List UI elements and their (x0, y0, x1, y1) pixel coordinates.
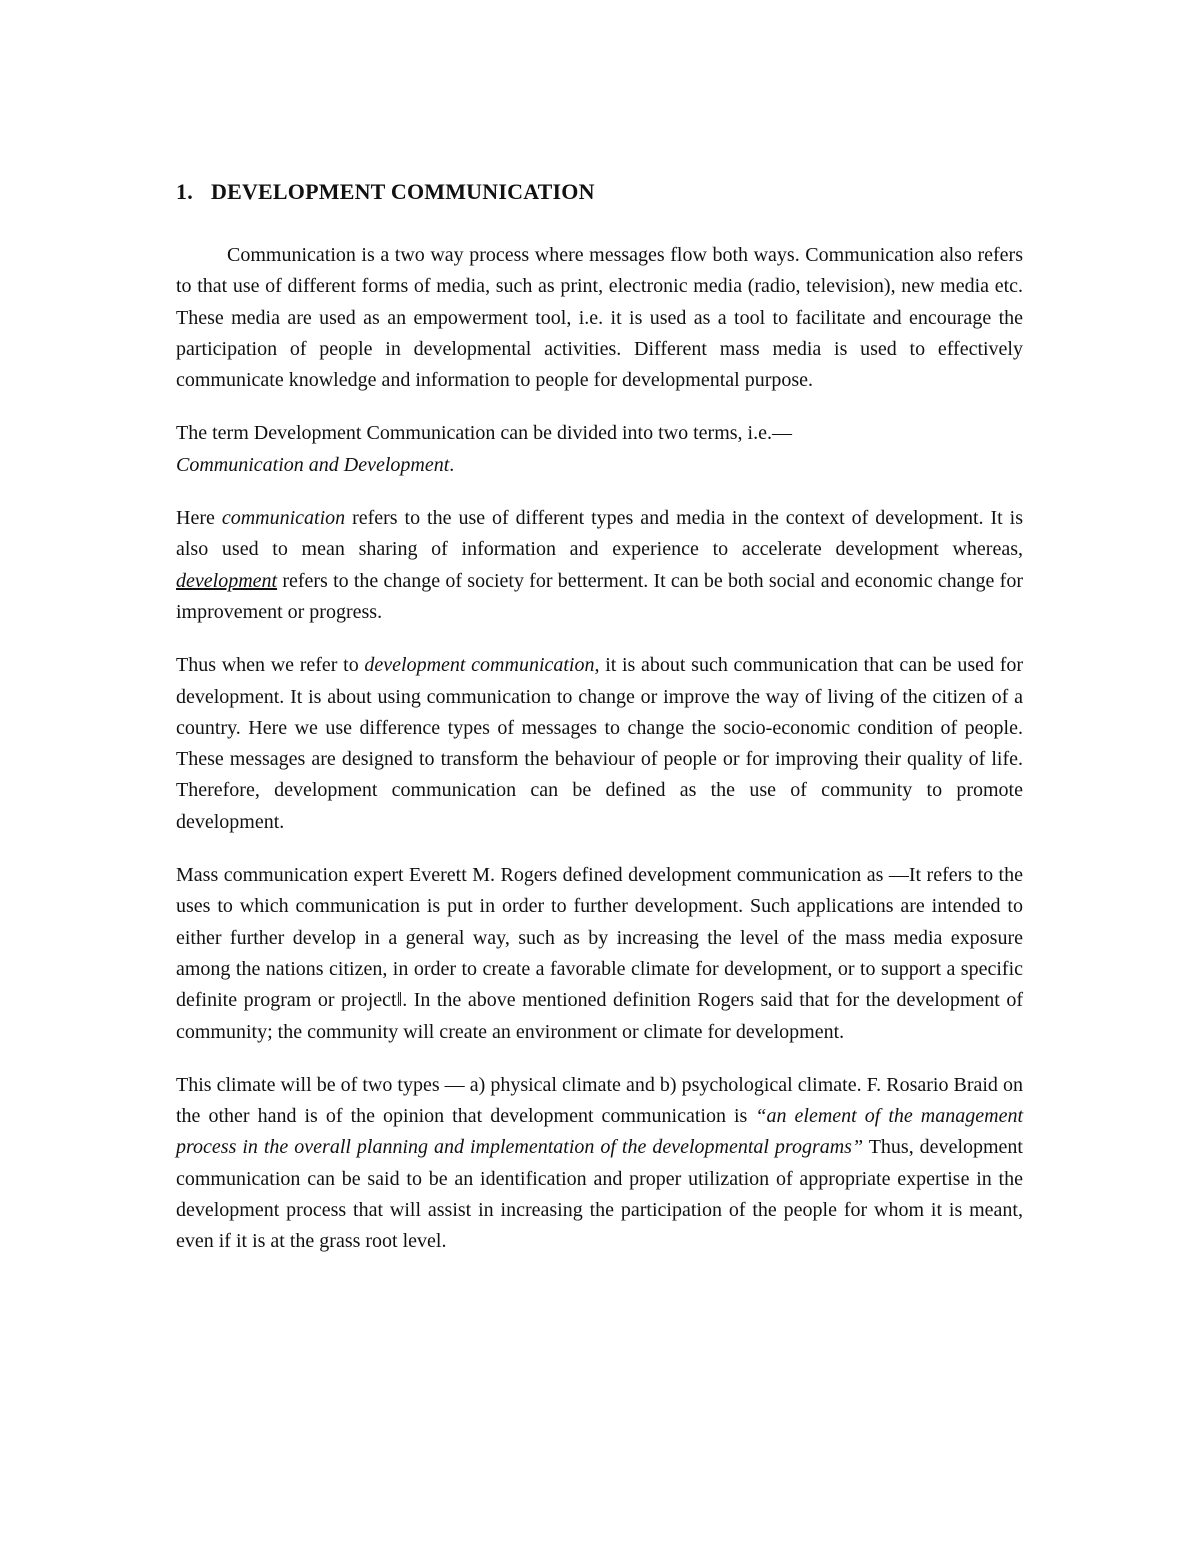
section-number: 1. (176, 179, 193, 204)
italic-development-communication: development communication (364, 654, 595, 677)
text-run: This climate will be of two types — a) physical climate and b) psychological climate. F. Rosario Braid on the other hand is of the opinion that development communication is (176, 1073, 1023, 1128)
italic-communication: communication (221, 507, 346, 530)
section-heading (176, 172, 1023, 212)
term-division-text: The term Development Communication can be divided into two terms, i.e.— (176, 422, 792, 445)
document-page (176, 172, 1023, 1258)
paragraph-rogers-definition: Mass communication expert Everett M. Rogers defined development communication as ―It refers to the uses to which communication is put in order to further development. Such applications are intended to either further develop in a general way, such as by increasing the level of the mass media exposure among the nations citizen, in order to create a favorable climate for development, or to support a specific definite program or project‖. In the above mentioned definition Rogers said that for the development of community; the community will create an environment or climate for development. (176, 864, 1023, 1043)
text-run: Thus, development communication can be said to be an identification and proper utilization of appropriate expertise in the development process that will assist in increasing the participation of the people for whom it is meant, even if it is at the grass root level. (176, 1136, 1023, 1253)
term-division-period: . (449, 453, 455, 476)
text-run: refers to the use of different types and media in the context of development. It is also used to mean sharing of information and experience to accelerate development whereas, (176, 507, 1023, 561)
text-run: Thus when we refer to (176, 654, 365, 677)
section-title: DEVELOPMENT COMMUNICATION (211, 179, 595, 204)
paragraph-development-communication-meaning (176, 650, 1023, 838)
italic-braid-quote: “an element of the management process in the overall planning and implementation of the developmental programs” (176, 1105, 1024, 1159)
text-run: , it is about such communication that can be used for development. It is about using communication to change or improve the way of living of the citizen of a country. Here we use difference types of messages to change the socio-economic condition of people. These messages are designed to transform the behaviour of people or for improving their quality of life. Therefore, development communication can be defined as the use of community to promote development. (176, 654, 1024, 833)
italic-development: development (176, 569, 278, 592)
paragraph-communication-vs-development (176, 503, 1023, 628)
paragraph-communication-definition: Communication is a two way process where messages flow both ways. Communication also refers to that use of different forms of media, such as print, electronic media (radio, television), new media etc. These media are used as an empowerment tool, i.e. it is used as a tool to facilitate and encourage the participation of people in developmental activities. Different mass media is used to effectively communicate knowledge and information to people for developmental purpose. (176, 244, 1023, 392)
text-run: Here (176, 507, 222, 530)
term-division-terms: Communication and Development (176, 453, 450, 476)
paragraph-term-division (176, 418, 1023, 481)
text-run: refers to the change of society for betterment. It can be both social and economic change for improvement or progress. (176, 569, 1023, 623)
paragraph-climate-types (176, 1070, 1023, 1258)
